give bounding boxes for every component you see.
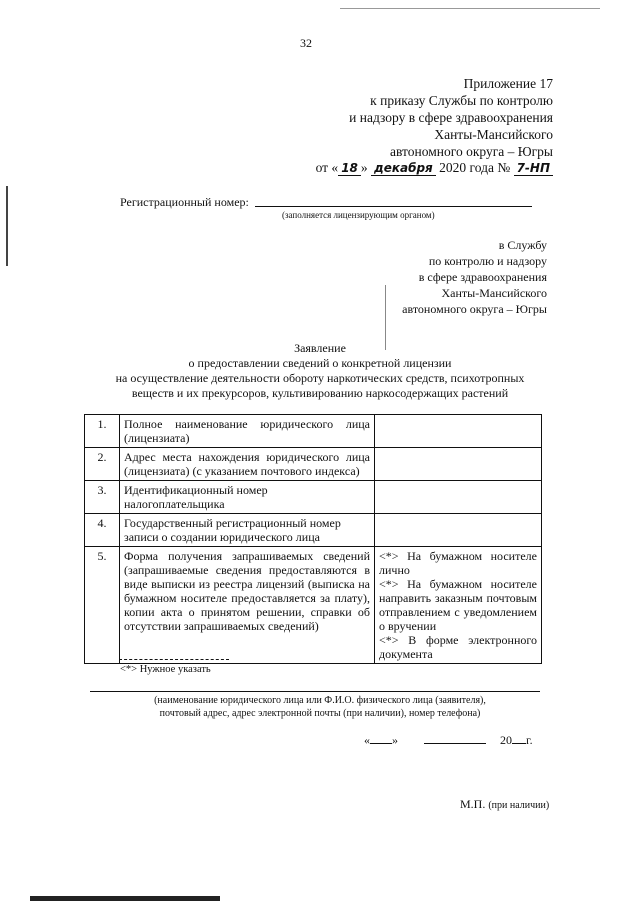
row-label: Форма получения запрашиваемых сведений (запрашиваемые сведения предоставляются в виде выписки из реестра лицензий (выписка на бумажном носителе предоставляется за плату), копии акта о принятом решении, справки об отсутствии запрашиваемых сведений) (120, 547, 375, 664)
registration-number-field[interactable] (255, 206, 532, 207)
appendix-line: к приказу Службы по контролю (370, 93, 553, 108)
row-value-field[interactable] (375, 481, 542, 514)
registration-note: (заполняется лицензирующим органом) (282, 210, 435, 220)
order-day: 18 (338, 161, 361, 176)
order-number: 7-НП (514, 161, 553, 176)
row-value-field[interactable] (375, 415, 542, 448)
addressee-block (307, 237, 547, 317)
option-paper-in-person[interactable]: <*> На бумажном носителе лично (379, 549, 537, 577)
registration-label: Регистрационный номер: (120, 195, 249, 209)
month-blank[interactable] (424, 743, 486, 744)
date-line (364, 733, 533, 748)
applicant-note-line: (наименование юридического лица или Ф.И.О. физического лица (заявителя), (154, 695, 486, 706)
document-title (95, 341, 545, 401)
row-label: Полное наименование юридического лица (лицензиата) (120, 415, 375, 448)
appendix-header (233, 75, 553, 160)
scan-artifact-left (6, 186, 8, 266)
addressee-line: в Службу (498, 238, 547, 252)
year-suffix: г. (526, 733, 533, 747)
stamp-placeholder (460, 797, 549, 812)
appendix-line: Ханты-Мансийского (434, 127, 553, 142)
title-line: веществ и их прекурсоров, культивированию наркосодержащих растений (131, 386, 509, 400)
stamp-note: (при наличии) (488, 800, 550, 811)
row-label: Адрес места нахождения юридического лица (лицензиата) (с указанием почтового индекса) (120, 448, 375, 481)
row-number: 5. (85, 547, 120, 664)
date-open-quote: « (364, 733, 370, 747)
date-close-quote: » (392, 733, 398, 747)
option-electronic[interactable]: <*> В форме электронного документа (379, 633, 537, 661)
addressee-line: автономного округа – Югры (402, 302, 547, 316)
appendix-line: и надзору в сфере здравоохранения (349, 110, 553, 125)
table-row (85, 448, 542, 481)
table-row (85, 481, 542, 514)
page-number: 32 (300, 36, 312, 50)
footnote-divider (119, 659, 229, 660)
order-date-line (316, 160, 553, 176)
addressee-line: по контролю и надзору (428, 254, 547, 268)
applicant-note-line: почтовый адрес, адрес электронной почты (при наличии), номер телефона) (159, 708, 481, 719)
footnote: <*> Нужное указать (120, 664, 211, 675)
scan-artifact-bottom (30, 896, 220, 901)
table-row (85, 547, 542, 664)
day-blank[interactable] (370, 743, 392, 744)
order-month: декабря (371, 161, 436, 176)
application-table (84, 414, 542, 664)
stamp-label: М.П. (460, 797, 486, 811)
year-blank[interactable] (512, 743, 526, 744)
order-year: 2020 года № (435, 160, 514, 175)
title-line: Заявление (294, 341, 346, 355)
appendix-line: Приложение 17 (463, 76, 553, 91)
row-label: Государственный регистрационный номер записи о создании юридического лица (120, 514, 375, 547)
row-value-field[interactable] (375, 514, 542, 547)
applicant-signature-line[interactable] (90, 691, 540, 692)
table-row (85, 415, 542, 448)
scan-artifact-top (340, 8, 600, 9)
title-line: на осуществление деятельности обороту наркотических средств, психотропных (115, 371, 525, 385)
title-line: о предоставлении сведений о конкретной лицензии (188, 356, 452, 370)
row-number: 2. (85, 448, 120, 481)
addressee-line: Ханты-Мансийского (441, 286, 547, 300)
delivery-options (375, 547, 542, 664)
order-date-mid: » (360, 160, 372, 175)
row-number: 1. (85, 415, 120, 448)
row-number: 3. (85, 481, 120, 514)
row-number: 4. (85, 514, 120, 547)
table-row (85, 514, 542, 547)
option-paper-by-mail[interactable]: <*> На бумажном носителе направить заказным почтовым отправлением с уведомлением о вручении (379, 577, 537, 633)
year-prefix: 20 (500, 733, 512, 747)
addressee-line: в сфере здравоохранения (418, 270, 547, 284)
applicant-note (120, 694, 520, 720)
order-date-prefix: от « (315, 160, 339, 175)
row-label: Идентификационный номер налогоплательщика (120, 481, 375, 514)
row-value-field[interactable] (375, 448, 542, 481)
appendix-line: автономного округа – Югры (390, 144, 553, 159)
